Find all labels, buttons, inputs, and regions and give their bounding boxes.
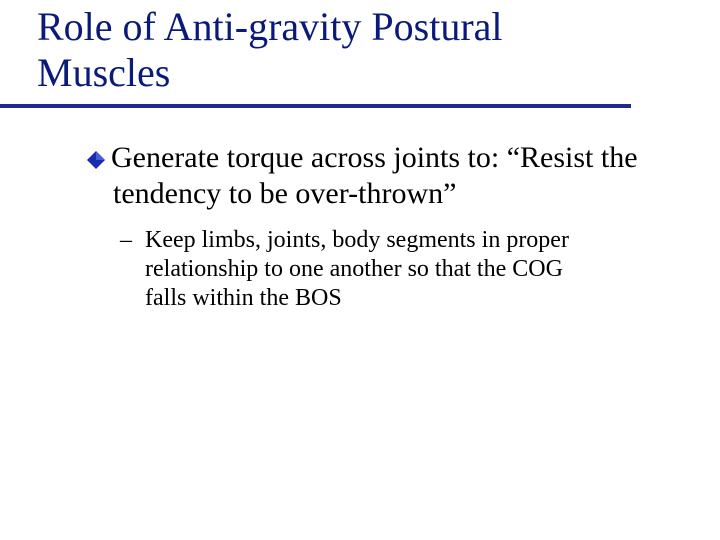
slide-title	[37, 4, 677, 96]
sub-bullet-text-line-3: falls within the BOS	[145, 285, 342, 311]
bullet-text-line-1: Generate torque across joints to: “Resist the	[111, 141, 638, 174]
bullet-text-line-2: tendency to be over-thrown”	[113, 177, 457, 210]
diamond-bullet-icon	[86, 150, 106, 170]
title-underline-rule	[0, 104, 631, 108]
slide-title-line-2: Muscles	[37, 50, 171, 95]
sub-bullet-dash: –	[120, 227, 132, 253]
slide-title-line-1: Role of Anti-gravity Postural	[37, 4, 503, 49]
bullet-item	[86, 140, 706, 212]
sub-bullet-text-line-2: relationship to one another so that the COG	[145, 256, 563, 282]
sub-bullet-text-line-1: Keep limbs, joints, body segments in proper	[145, 227, 569, 253]
sub-bullet-item	[120, 226, 700, 313]
